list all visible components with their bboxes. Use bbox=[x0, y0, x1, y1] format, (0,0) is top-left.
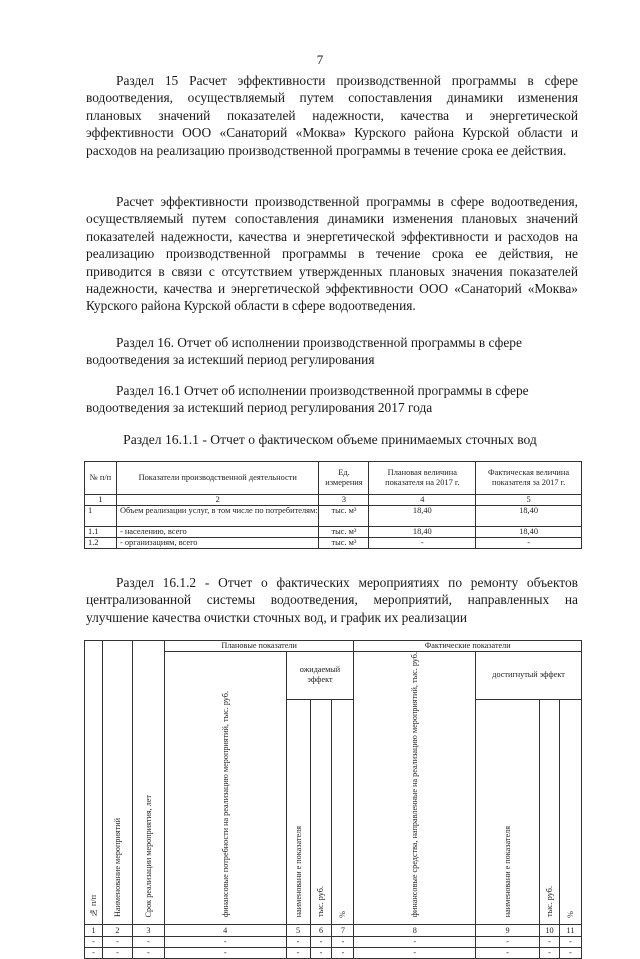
row-plan: 18,40 bbox=[369, 506, 476, 527]
header-fact-pct: % bbox=[565, 910, 575, 918]
header-num-cell bbox=[85, 641, 103, 925]
header-plan-effect: ожидаемый эффект bbox=[286, 652, 354, 700]
row-name: Объем реализации услуг, в том числе по потребителям: bbox=[116, 506, 319, 527]
cell: - bbox=[540, 948, 560, 959]
cell: - bbox=[559, 937, 581, 948]
header-fact-effect: достигнутый эффект bbox=[476, 652, 582, 700]
header-term: Срок реализации мероприятия, лет bbox=[143, 794, 153, 918]
header-name: Наименование мероприятий bbox=[112, 818, 122, 918]
col-number: 1 bbox=[85, 925, 103, 937]
header-fact-fin: финансовые средства, направленные на реализацию мероприятий, тыс. руб. bbox=[410, 652, 420, 918]
row-name: - населению, всего bbox=[116, 527, 319, 538]
row-unit: тыс. м³ bbox=[319, 527, 369, 538]
header-fact-group: Фактические показатели bbox=[354, 641, 582, 652]
col-number: 4 bbox=[164, 925, 286, 937]
cell: - bbox=[164, 948, 286, 959]
header-plan: Плановая величина показателя на 2017 г. bbox=[369, 462, 476, 495]
table-row bbox=[85, 937, 582, 948]
header-plan-pct: % bbox=[338, 910, 348, 918]
cell: - bbox=[559, 948, 581, 959]
row-plan: - bbox=[369, 538, 476, 549]
cell: - bbox=[85, 937, 103, 948]
header-fact-rub-cell bbox=[540, 699, 560, 925]
cell: - bbox=[286, 937, 310, 948]
header-fact-indicator: наименовани е показателя bbox=[503, 826, 513, 918]
cell: - bbox=[164, 937, 286, 948]
col-number: 5 bbox=[476, 495, 582, 506]
row-unit: тыс. м³ bbox=[319, 506, 369, 527]
section-16-heading: Раздел 16. Отчет об исполнении производственной программы в сфере водоотведения за истекший период регулирования bbox=[86, 335, 522, 368]
section-16-1-1-heading: Раздел 16.1.1 - Отчет о фактическом объеме принимаемых сточных вод bbox=[123, 432, 537, 447]
header-indicator: Показатели производственной деятельности bbox=[116, 462, 319, 495]
cell: - bbox=[476, 948, 540, 959]
cell: - bbox=[310, 948, 332, 959]
header-term-cell bbox=[132, 641, 164, 925]
cell: - bbox=[332, 948, 354, 959]
cell: - bbox=[102, 948, 132, 959]
section-15-body: Расчет эффективности производственной программы в сфере водоотведения, осуществляемый путем сопоставления динамики изменения плановых значений показателей надежности, качества и энергетической эффективности и расходов на реализацию производственной программы в течение срока ее действия, не приводится в связи с отсутствием утвержденных плановых значения показателей надежности, качества и энергетической эффективности ООО «Санаторий «Моква» Курского района Курской области в сфере водоотведения. bbox=[86, 194, 578, 314]
col-number: 10 bbox=[540, 925, 560, 937]
table-row bbox=[85, 538, 582, 549]
section-16-1-2-heading: Раздел 16.1.2 - Отчет о фактических мероприятиях по ремонту объектов централизованной системы водоотведения, мероприятий, направленных на улучшение качества очистки сточных вод, и график их реализации bbox=[86, 575, 578, 625]
row-fact: 18,40 bbox=[476, 506, 582, 527]
header-plan-fin-cell bbox=[164, 652, 286, 925]
header-plan-indicator-cell bbox=[286, 699, 310, 925]
cell: - bbox=[354, 948, 476, 959]
header-plan-rub: тыс. руб. bbox=[316, 886, 326, 918]
section-16-1-heading: Раздел 16.1 Отчет об исполнении производственной программы в сфере водоотведения за истекший период регулирования 2017 года bbox=[86, 383, 529, 416]
table-row bbox=[85, 506, 582, 527]
cell: - bbox=[476, 937, 540, 948]
row-unit: тыс. м³ bbox=[319, 538, 369, 549]
cell: - bbox=[132, 937, 164, 948]
table-row bbox=[85, 527, 582, 538]
section-15-heading: Раздел 15 Расчет эффективности производственной программы в сфере водоотведения, осуществляемый путем сопоставления динамики изменения плановых значений показателей надежности, качества и энергетической эффективности ООО «Санаторий «Моква» Курского района Курской области и расходов на реализацию производственной программы в течение срока ее действия. bbox=[86, 73, 578, 158]
header-fact-rub: тыс. руб. bbox=[544, 886, 554, 918]
col-number: 6 bbox=[310, 925, 332, 937]
row-fact: - bbox=[476, 538, 582, 549]
header-plan-pct-cell bbox=[332, 699, 354, 925]
header-unit: Ед. измерения bbox=[319, 462, 369, 495]
activities-table bbox=[84, 640, 582, 959]
col-number: 2 bbox=[116, 495, 319, 506]
row-plan: 18,40 bbox=[369, 527, 476, 538]
col-number: 3 bbox=[319, 495, 369, 506]
header-num: № п/п bbox=[88, 895, 98, 918]
col-number: 1 bbox=[85, 495, 117, 506]
row-num: 1.2 bbox=[85, 538, 117, 549]
header-plan-group: Плановые показатели bbox=[164, 641, 354, 652]
col-number: 4 bbox=[369, 495, 476, 506]
cell: - bbox=[132, 948, 164, 959]
col-number: 3 bbox=[132, 925, 164, 937]
col-number: 2 bbox=[102, 925, 132, 937]
row-fact: 18,40 bbox=[476, 527, 582, 538]
row-name: - организациям, всего bbox=[116, 538, 319, 549]
cell: - bbox=[286, 948, 310, 959]
header-plan-fin: финансовые потребности на реализацию мероприятий, тыс. руб. bbox=[220, 691, 230, 918]
page-number: 7 bbox=[316, 52, 324, 67]
cell: - bbox=[332, 937, 354, 948]
col-number: 9 bbox=[476, 925, 540, 937]
table-row bbox=[85, 948, 582, 959]
col-number: 8 bbox=[354, 925, 476, 937]
header-fact-pct-cell bbox=[559, 699, 581, 925]
col-number: 5 bbox=[286, 925, 310, 937]
cell: - bbox=[102, 937, 132, 948]
header-fact: Фактическая величина показателя за 2017 г. bbox=[476, 462, 582, 495]
col-number: 11 bbox=[559, 925, 581, 937]
cell: - bbox=[310, 937, 332, 948]
header-num: № п/п bbox=[85, 462, 117, 495]
row-num: 1.1 bbox=[85, 527, 117, 538]
col-number: 7 bbox=[332, 925, 354, 937]
cell: - bbox=[354, 937, 476, 948]
actual-volume-table bbox=[84, 461, 582, 549]
header-name-cell bbox=[102, 641, 132, 925]
cell: - bbox=[85, 948, 103, 959]
header-fact-indicator-cell bbox=[476, 699, 540, 925]
header-fact-fin-cell bbox=[354, 652, 476, 925]
header-plan-rub-cell bbox=[310, 699, 332, 925]
header-plan-indicator: наименовани е показателя bbox=[293, 826, 303, 918]
column-number-row bbox=[85, 925, 582, 937]
row-num: 1 bbox=[85, 506, 117, 527]
cell: - bbox=[540, 937, 560, 948]
